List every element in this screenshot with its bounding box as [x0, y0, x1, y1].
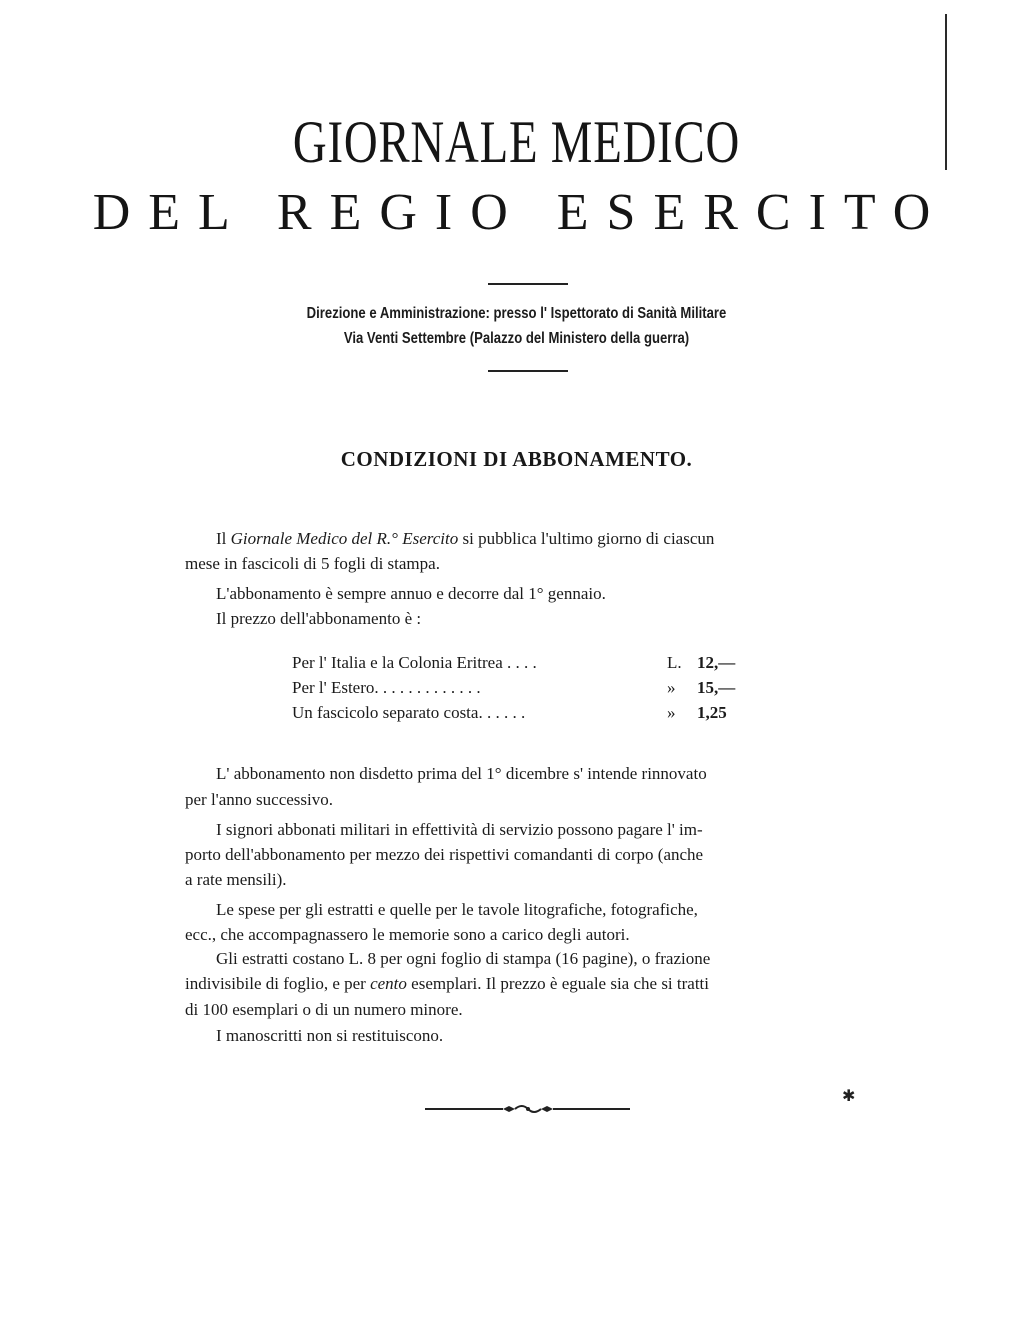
- offprints-line-2-post: esemplari. Il prezzo è eguale sia che si tratti: [406, 974, 710, 993]
- intro-line-4: Il prezzo dell'abbonamento è :: [216, 609, 422, 628]
- price-value: 1,25: [697, 703, 727, 722]
- intro-line-3: L'abbonamento è sempre annuo e decorre dal 1° gennaio.: [216, 584, 606, 603]
- offprints-line-2-pre: indivisibile di foglio, e per: [185, 974, 371, 993]
- ornament-divider: [425, 1098, 630, 1120]
- price-label: Per l' Italia e la Colonia Eritrea . . . .: [292, 653, 537, 672]
- intro-line-1: [216, 528, 714, 550]
- military-line-1: I signori abbonati militari in effettività di servizio possono pagare l' im-: [216, 820, 703, 839]
- price-currency: L.: [667, 653, 682, 672]
- price-value: 12,—: [697, 653, 736, 672]
- intro-line-1-post: si pubblica l'ultimo giorno di ciascun: [458, 529, 715, 548]
- price-label: Un fascicolo separato costa. . . . . .: [292, 703, 526, 722]
- expenses-line-2: ecc., che accompagnassero le memorie sono a carico degli autori.: [185, 925, 630, 944]
- offprints-line-1: Gli estratti costano L. 8 per ogni foglio di stampa (16 pagine), o frazione: [216, 949, 711, 968]
- price-list: [292, 653, 735, 728]
- section-title: CONDIZIONI DI ABBONAMENTO.: [340, 447, 693, 471]
- expenses-line-1: Le spese per gli estratti e quelle per le tavole litografiche, fotografiche,: [216, 900, 698, 919]
- divider-bottom: [488, 370, 568, 372]
- journal-name-italic: Giornale Medico del R.° Esercito: [230, 529, 459, 548]
- page-edge-line: [945, 14, 947, 170]
- price-row: [292, 703, 735, 728]
- price-ditto-mark: »: [667, 678, 676, 697]
- ornament-asterisk-icon: ✱: [842, 1086, 856, 1105]
- military-line-2: porto dell'abbonamento per mezzo dei rispettivi comandanti di corpo (anche: [185, 845, 704, 864]
- cento-italic: cento: [370, 974, 407, 993]
- manuscripts-line: I manoscritti non si restituiscono.: [216, 1026, 444, 1045]
- divider-top: [488, 283, 568, 285]
- renewal-line-2: per l'anno successivo.: [185, 790, 333, 809]
- price-row: [292, 678, 735, 703]
- renewal-line-1: L' abbonamento non disdetto prima del 1° dicembre s' intende rinnovato: [216, 764, 707, 783]
- intro-line-2: mese in fascicoli di 5 fogli di stampa.: [185, 554, 440, 573]
- price-row: [292, 653, 735, 678]
- administration-line-1: Direzione e Amministrazione: presso l' Ispettorato di Sanità Militare: [306, 305, 727, 322]
- offprints-line-2: [185, 973, 709, 995]
- administration-line-2: Via Venti Settembre (Palazzo del Ministero della guerra): [343, 330, 690, 347]
- price-label: Per l' Estero. . . . . . . . . . . . .: [292, 678, 481, 697]
- intro-line-1-pre: Il: [216, 529, 231, 548]
- journal-subtitle: DEL REGIO ESERCITO: [92, 184, 949, 241]
- journal-title: GIORNALE MEDICO: [292, 109, 741, 175]
- price-ditto-mark: »: [667, 703, 676, 722]
- military-line-3: a rate mensili).: [185, 870, 287, 889]
- price-value: 15,—: [697, 678, 736, 697]
- offprints-line-3: di 100 esemplari o di un numero minore.: [185, 1000, 463, 1019]
